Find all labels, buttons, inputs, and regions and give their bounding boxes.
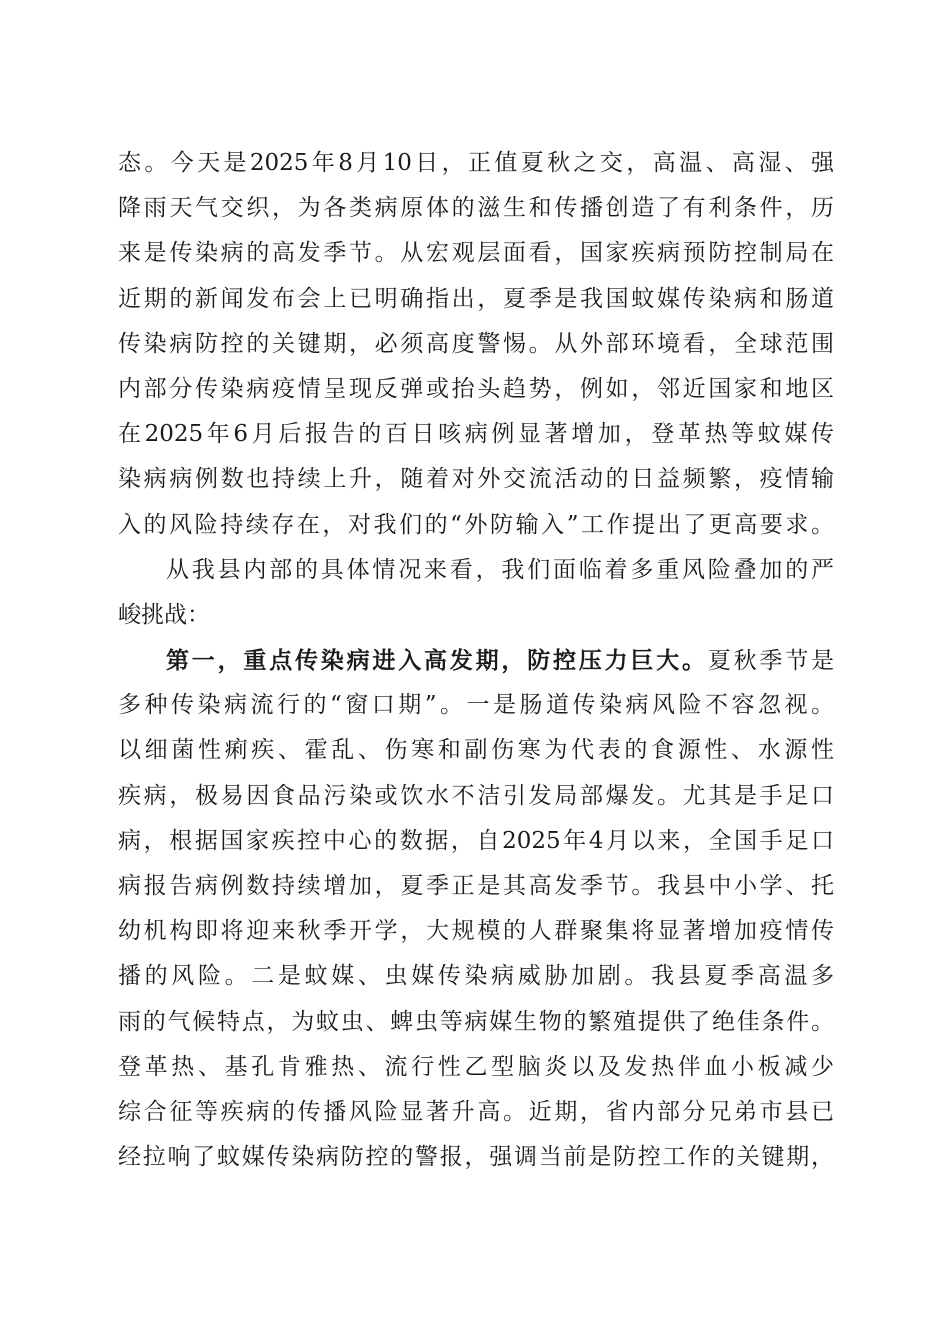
text-line: 来是传染病的高发季节。从宏观层面看，国家疾病预防控制局在: [118, 240, 834, 267]
text-line: 综合征等疾病的传播风险显著升高。近期，省内部分兄弟市县已: [118, 1098, 834, 1125]
text-line: 雨的气候特点，为蚊虫、蜱虫等病媒生物的繁殖提供了绝佳条件。: [118, 1008, 834, 1035]
text-line: 染病病例数也持续上升，随着对外交流活动的日益频繁，疫情输: [118, 466, 834, 493]
paragraph-first-point: [118, 638, 834, 1180]
text-line: 播的风险。二是蚊媒、虫媒传染病威胁加剧。我县夏季高温多: [118, 963, 834, 990]
text-line: 疾病，极易因食品污染或饮水不洁引发局部爆发。尤其是手足口: [118, 782, 834, 809]
text-line: 降雨天气交织，为各类病原体的滋生和传播创造了有利条件，历: [118, 195, 834, 222]
paragraph-challenges-intro: [118, 548, 834, 638]
text-line: 在2025年6月后报告的百日咳病例显著增加，登革热等蚊媒传: [118, 421, 834, 448]
text-line: 幼机构即将迎来秋季开学，大规模的人群聚集将显著增加疫情传: [118, 918, 834, 945]
paragraph-context: [118, 141, 834, 548]
document-body: [118, 141, 834, 1180]
text-line: 态。今天是2025年8月10日，正值夏秋之交，高温、高湿、强: [118, 150, 834, 176]
text-line: 病报告病例数持续增加，夏季正是其高发季节。我县中小学、托: [118, 873, 834, 899]
point-heading: 第一，重点传染病进入高发期，防控压力巨大。: [166, 647, 708, 675]
text-line: 以细菌性痢疾、霍乱、伤寒和副伤寒为代表的食源性、水源性: [118, 737, 834, 764]
text-line: 峻挑战：: [118, 601, 210, 628]
text-line: 传染病防控的关键期，必须高度警惕。从外部环境看，全球范围: [118, 330, 834, 357]
text-line: 近期的新闻发布会上已明确指出，夏季是我国蚊媒传染病和肠道: [118, 285, 834, 312]
text-line: [118, 638, 834, 683]
text-line: 入的风险持续存在，对我们的“外防输入”工作提出了更高要求。: [118, 511, 834, 538]
text-line: 经拉响了蚊媒传染病防控的警报，强调当前是防控工作的关键期，: [118, 1144, 834, 1171]
text-line: 登革热、基孔肯雅热、流行性乙型脑炎以及发热伴血小板减少: [118, 1053, 834, 1080]
text-line: 内部分传染病疫情呈现反弹或抬头趋势，例如，邻近国家和地区: [118, 375, 834, 402]
text-line: 多种传染病流行的“窗口期”。一是肠道传染病风险不容忽视。: [118, 692, 834, 719]
text-line: 病，根据国家疾控中心的数据，自2025年4月以来，全国手足口: [118, 827, 834, 854]
point-heading-rest: 夏秋季节是: [707, 648, 835, 675]
text-line: 从我县内部的具体情况来看，我们面临着多重风险叠加的严: [166, 556, 834, 583]
